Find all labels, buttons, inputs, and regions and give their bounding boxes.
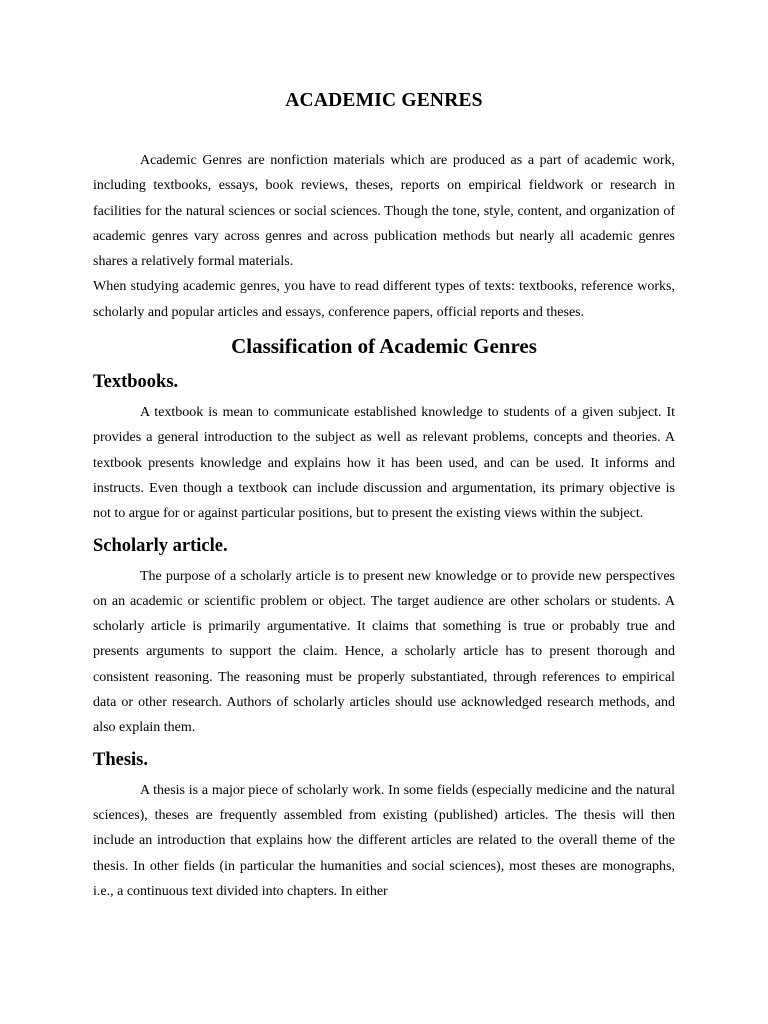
thesis-heading: Thesis. [93, 749, 149, 770]
intro-paragraph-2: When studying academic genres, you have to read different types of texts: textbooks, reference works, scholarly and popular articles and essays, conference papers, official reports and theses. [93, 279, 675, 320]
classification-title: Classification of Academic Genres [231, 334, 537, 359]
document-page [93, 86, 675, 904]
textbooks-paragraph: A textbook is mean to communicate established knowledge to students of a given subject. It provides a general introduction to the subject as well as relevant problems, concepts and theories. A textbook presents knowledge and explains how it has been used, and can be used. It informs and instructs. Even though a textbook can include discussion and argumentation, its primary objective is not to argue for or against particular positions, but to present the existing views within the subject. [93, 405, 675, 522]
document-title: ACADEMIC GENRES [285, 90, 483, 111]
scholarly-article-paragraph: The purpose of a scholarly article is to present new knowledge or to provide new perspectives on an academic or scientific problem or object. The target audience are other scholars or students. A scholarly article is primarily argumentative. It claims that something is true or probably true and presents arguments to support the claim. Hence, a scholarly article has to present thorough and consistent reasoning. The reasoning must be properly substantiated, through references to empirical data or other research. Authors of scholarly articles should use acknowledged research methods, and also explain them. [93, 568, 675, 736]
thesis-paragraph: A thesis is a major piece of scholarly work. In some fields (especially medicine and the natural sciences), theses are frequently assembled from existing (published) articles. The thesis will then include an introduction that explains how the different articles are related to the overall theme of the thesis. In other fields (in particular the humanities and social sciences), most theses are monographs, i.e., a continuous text divided into chapters. In either [93, 782, 675, 899]
textbooks-heading: Textbooks. [93, 372, 179, 393]
scholarly-article-heading: Scholarly article. [93, 535, 228, 556]
intro-paragraph-1: Academic Genres are nonfiction materials which are produced as a part of academic work, including textbooks, essays, book reviews, theses, reports on empirical fieldwork or research in facilities for the natural sciences or social sciences. Though the tone, style, content, and organization of academic genres vary across genres and across publication methods but nearly all academic genres shares a relatively formal materials. [93, 153, 675, 270]
